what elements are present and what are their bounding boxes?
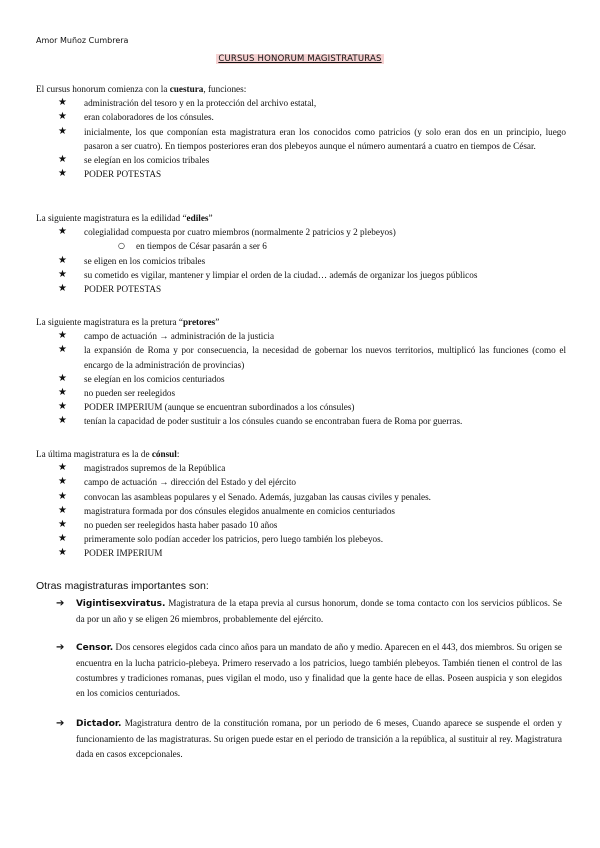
list-item: ★ campo de actuación → dirección del Estado y del ejército	[72, 475, 566, 489]
list-item: ★ PODER IMPERIUM	[72, 546, 566, 560]
bullet-list	[36, 225, 566, 296]
intro-bold: pretores	[182, 317, 216, 327]
term-description: Magistratura dentro de la constitución romana, por un periodo de 6 meses, Cuando aparece se suspende el orden y funcionamiento de las magistraturas. Su origen puede estar en el periodo de transición a la república, al sustituir al rey. Magistratura dada en casos excepcionales.	[76, 718, 562, 759]
list-item: ★ se elegían en los comicios tribales	[72, 153, 566, 167]
term-description: Dos censores elegidos cada cinco años para un mandato de año y medio. Aparecen en el 443, dos miembros. Su origen se encuentra en la lucha patricio-plebeya. Primero reservado a los patricios, luego también plebeyos. También tienen el control de las costumbres y tradiciones romanas, pues vigilan el modo, uso y finalidad que la gente hace de ellas. Poseen auspicia y son elegidos en los comicios centuriados.	[76, 642, 562, 698]
list-item: ★ la expansión de Roma y por consecuencia, la necesidad de gobernar los nuevos territorios, multiplicó las funciones (como el encargo de la administración de provincias)	[72, 343, 566, 371]
arrow-item-censor	[56, 640, 562, 701]
intro-text: La siguiente magistratura es la pretura “	[36, 317, 183, 327]
section-intro	[36, 447, 566, 461]
intro-bold: cónsul	[151, 449, 177, 459]
sub-list-item: ○ en tiempos de César pasarán a ser 6	[124, 239, 566, 253]
list-item: ★ PODER POTESTAS	[72, 167, 566, 181]
list-item	[72, 225, 566, 253]
term: Censor.	[76, 643, 114, 653]
section-intro	[36, 315, 566, 329]
list-item: ★ no pueden ser reelegidos hasta haber pasado 10 años	[72, 518, 566, 532]
term-description: Magistratura de la etapa previa al cursus honorum, donde se toma contacto con los servicios públicos. Se da por un año y se eligen 26 miembros, probablemente del ejército.	[76, 598, 562, 624]
list-item: ★ inicialmente, los que componían esta magistratura eran los conocidos como patricios (y solo eran dos en un principio, luego pasaron a ser cuatro). En tiempos posteriores eran dos plebeyos aunque el número aumentará a cuatro en tiempos de César.	[72, 125, 566, 153]
bullet-list	[36, 461, 566, 560]
author-name: Amor Muñoz Cumbrera	[36, 36, 129, 45]
section-intro	[36, 211, 566, 225]
section-cuestura	[36, 82, 566, 181]
intro-text: ”	[208, 213, 213, 223]
sub-list	[84, 239, 566, 253]
intro-text: , funciones:	[203, 84, 247, 94]
intro-text: La última magistratura es la de	[36, 449, 152, 459]
title-text: CURSUS HONORUM MAGISTRATURAS	[218, 54, 382, 64]
bullet-list	[36, 96, 566, 181]
list-item: ★ se eligen en los comicios tribales	[72, 254, 566, 268]
intro-text: El cursus honorum comienza con la	[36, 84, 170, 94]
section-consul	[36, 447, 566, 561]
intro-text: La siguiente magistratura es la edilidad “	[36, 213, 187, 223]
arrow-icon: ➔	[56, 598, 65, 609]
arrow-item-vigintisexviratus	[56, 596, 562, 627]
list-item: ★ campo de actuación → administración de la justicia	[72, 329, 566, 343]
intro-bold: cuestura	[169, 84, 204, 94]
list-item: ★ convocan las asambleas populares y el Senado. Además, juzgaban las causas civiles y penales.	[72, 490, 566, 504]
intro-bold: ediles	[186, 213, 209, 223]
list-item: ★ tenían la capacidad de poder sustituir a los cónsules cuando se encontraban fuera de Roma por guerras.	[72, 414, 566, 428]
section-intro	[36, 82, 566, 96]
list-item: ★ su cometido es vigilar, mantener y limpiar el orden de la ciudad… además de organizar los juegos públicos	[72, 268, 566, 282]
intro-text: ”	[215, 317, 220, 327]
list-item: ★ magistrados supremos de la República	[72, 461, 566, 475]
list-item: ★ se elegían en los comicios centuriados	[72, 372, 566, 386]
list-item: ★ primeramente solo podían acceder los patricios, pero luego también los plebeyos.	[72, 532, 566, 546]
list-item: ★ magistratura formada por dos cónsules elegidos anualmente en comicios centuriados	[72, 504, 566, 518]
arrow-icon: ➔	[56, 718, 65, 729]
section-edilidad	[36, 211, 566, 296]
list-item: ★ administración del tesoro y en la protección del archivo estatal,	[72, 96, 566, 110]
term: Dictador.	[76, 719, 122, 729]
intro-text: :	[176, 449, 180, 459]
bullet-list	[36, 329, 566, 428]
page-title	[0, 54, 600, 64]
otras-heading: Otras magistraturas importantes son:	[36, 580, 209, 592]
list-item: ★ eran colaboradores de los cónsules.	[72, 110, 566, 124]
list-item: ★ PODER POTESTAS	[72, 282, 566, 296]
list-item-text: colegialidad compuesta por cuatro miembros (normalmente 2 patricios y 2 plebeyos)	[84, 227, 396, 238]
list-item: ★ PODER IMPERIUM (aunque se encuentran subordinados a los cónsules)	[72, 400, 566, 414]
section-pretura	[36, 315, 566, 429]
arrow-item-dictador	[56, 716, 562, 762]
list-item: ★ no pueden ser reelegidos	[72, 386, 566, 400]
arrow-icon: ➔	[56, 642, 65, 653]
term: Vigintisexviratus.	[76, 599, 166, 609]
